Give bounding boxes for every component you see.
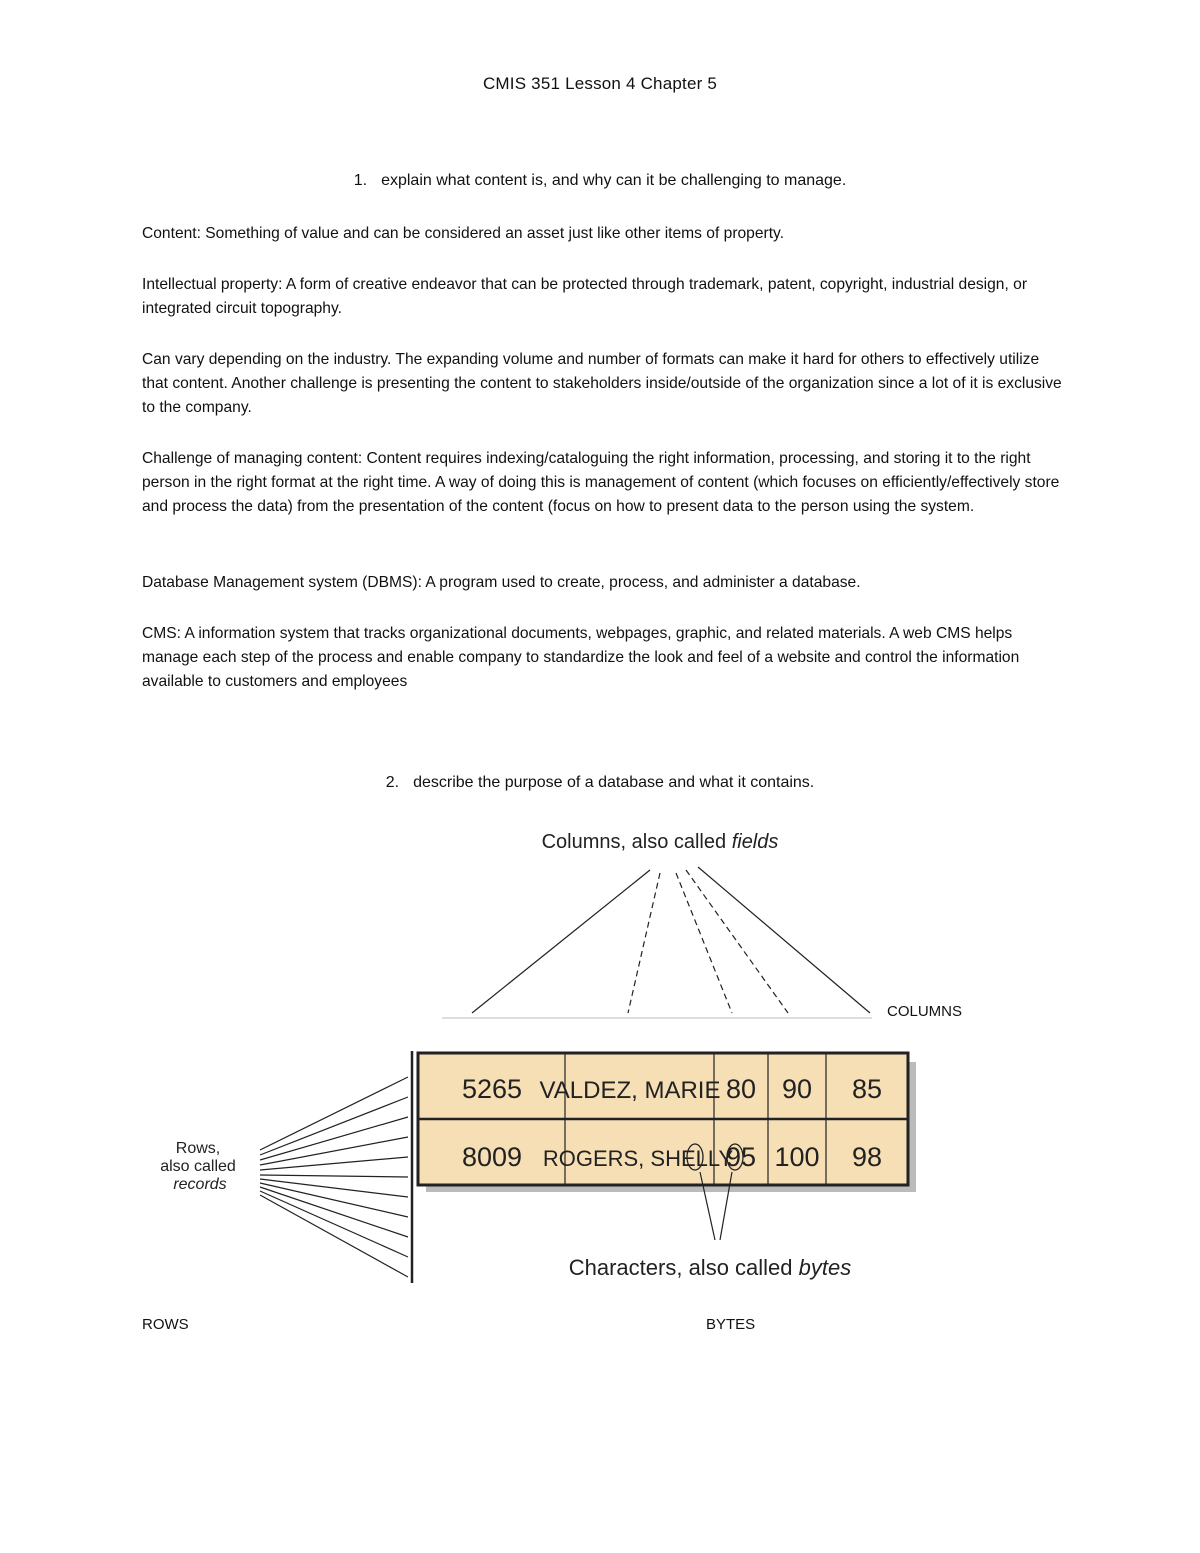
question-2-text: describe the purpose of a database and what it contains. xyxy=(413,774,815,791)
column-callout-line xyxy=(676,873,732,1013)
rows-caption-line-3: records xyxy=(173,1176,227,1193)
row-callout-line xyxy=(260,1137,408,1165)
column-callout-line xyxy=(698,867,870,1013)
rows-caption-line-2: also called xyxy=(160,1158,236,1175)
row-callout-line xyxy=(260,1175,408,1177)
row-callout-line xyxy=(260,1195,408,1277)
database-diagram-graphic xyxy=(120,815,1020,1295)
question-1-number: 1. xyxy=(353,172,368,189)
question-1-text: explain what content is, and why can it be challenging to manage. xyxy=(381,172,847,189)
records-table xyxy=(418,1053,916,1240)
bytes-caption xyxy=(569,1255,851,1280)
cell-text: 5265 xyxy=(461,1074,523,1104)
bytes-caption-italic: bytes xyxy=(798,1255,852,1280)
question-2 xyxy=(0,774,1200,792)
cell-text: 85 xyxy=(851,1074,883,1104)
question-2-number: 2. xyxy=(385,774,400,791)
database-diagram xyxy=(120,815,1020,1295)
columns-label: COLUMNS xyxy=(887,1003,963,1020)
row-callout-line xyxy=(260,1191,408,1257)
column-callout-line xyxy=(686,870,788,1013)
bytes-label: BYTES xyxy=(706,1316,756,1333)
cell-text: 98 xyxy=(851,1142,883,1172)
columns-caption-text: Columns, also called xyxy=(541,831,732,853)
cell-text: 90 xyxy=(781,1074,813,1104)
document-title: CMIS 351 Lesson 4 Chapter 5 xyxy=(482,74,718,93)
row-callout-lines xyxy=(260,1051,412,1283)
rows-caption-line-1: Rows, xyxy=(175,1140,221,1157)
columns-caption xyxy=(542,831,779,853)
column-callout-line xyxy=(472,870,650,1013)
rows-label: ROWS xyxy=(142,1316,189,1333)
paragraph-industry-variation: Can vary depending on the industry. The expanding volume and number of formats can make it hard for others to effectively utilize that content. Another challenge is presenting the content to stakeholders inside/outside of the organization since a lot of it is exclusive to the company. xyxy=(142,351,1062,416)
cell-text: 100 xyxy=(774,1142,820,1172)
question-1 xyxy=(0,172,1200,190)
cell-text: VALDEZ, MARIE xyxy=(539,1077,721,1104)
paragraph-dbms-definition: Database Management system (DBMS): A program used to create, process, and administer a database. xyxy=(142,574,861,591)
bytes-caption-text: Characters, also called xyxy=(568,1255,799,1280)
cell-text: 8009 xyxy=(461,1142,523,1172)
columns-caption-italic: fields xyxy=(731,831,779,853)
paragraph-content-definition: Content: Something of value and can be considered an asset just like other items of property. xyxy=(142,225,785,242)
cell-text: 80 xyxy=(725,1074,757,1104)
row-callout-line xyxy=(260,1097,408,1155)
paragraph-cms-definition: CMS: A information system that tracks organizational documents, webpages, graphic, and related materials. A web CMS helps manage each step of the process and enable company to standardize the look and feel of a website and control the information available to customers and employees xyxy=(142,625,1020,690)
cell-text: 95 xyxy=(725,1142,757,1172)
column-callout-lines xyxy=(442,867,872,1018)
column-callout-line xyxy=(628,873,660,1013)
row-callout-line xyxy=(260,1157,408,1170)
paragraph-managing-challenge: Challenge of managing content: Content requires indexing/cataloguing the right information, processing, and storing it to the right person in the right format at the right time. A way of doing this is management of content (which focuses on efficiently/effectively store and process the data) from the presentation of the content (focus on how to present data to the person using the system. xyxy=(142,450,1060,515)
cell-text: ROGERS, SHELLY xyxy=(542,1146,734,1171)
paragraph-intellectual-property: Intellectual property: A form of creative endeavor that can be protected through trademark, patent, copyright, industrial design, or integrated circuit topography. xyxy=(142,276,1028,317)
